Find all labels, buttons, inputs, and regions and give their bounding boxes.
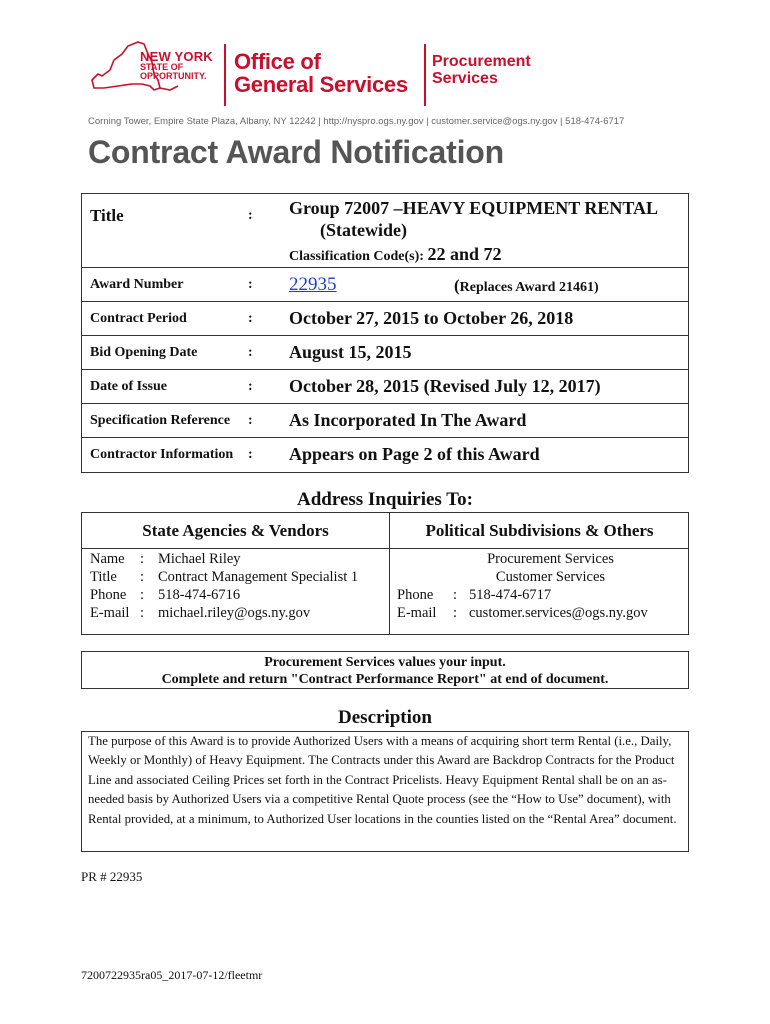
title-value-line2: (Statewide) — [320, 220, 407, 240]
state-agencies-contact — [90, 550, 358, 622]
colon: : — [248, 345, 253, 360]
feedback-notice-line2: Complete and return "Contract Performance Report" at end of document. — [161, 672, 609, 687]
title-row — [82, 194, 688, 268]
header-logos — [88, 40, 558, 110]
award-details-table — [81, 193, 689, 473]
ogs-logo-text — [234, 50, 408, 96]
colon: : — [248, 311, 253, 326]
classification-label: Classification Code(s): — [289, 249, 424, 264]
contact-phone: 518-474-6716 — [158, 587, 241, 603]
political-subdivisions-heading: Political Subdivisions & Others — [425, 521, 654, 540]
ogs-logo-line1: Office of — [234, 49, 321, 74]
classification-value: 22 and 72 — [427, 244, 502, 264]
contractor-info-label: Contractor Information — [90, 447, 234, 462]
contact-key: Title — [90, 569, 117, 585]
award-number-link[interactable]: 22935 — [289, 274, 337, 295]
feedback-notice-line1: Procurement Services values your input. — [264, 655, 506, 670]
bid-opening-label: Bid Opening Date — [90, 345, 198, 360]
contractor-info-value: Appears on Page 2 of this Award — [289, 444, 540, 464]
address-inquiries-table — [81, 512, 689, 635]
contact-key: E-mail — [90, 605, 130, 621]
colon: : — [140, 587, 145, 603]
colon: : — [248, 447, 253, 462]
award-number-label: Award Number — [90, 277, 184, 292]
date-of-issue-label: Date of Issue — [90, 379, 167, 394]
ny-state-logo-text — [140, 50, 213, 81]
date-of-issue-value: October 28, 2015 (Revised July 12, 2017) — [289, 376, 601, 396]
feedback-notice-box — [81, 651, 689, 689]
ps-logo-line1: Procurement — [432, 53, 531, 70]
contact-phone: 518-474-6717 — [469, 587, 552, 603]
contact-row — [397, 586, 684, 604]
logo-divider — [224, 44, 226, 106]
bid-opening-value: August 15, 2015 — [289, 342, 412, 362]
colon: : — [248, 413, 253, 428]
ny-logo-line3: OPPORTUNITY. — [140, 71, 207, 81]
bid-opening-row — [82, 336, 688, 370]
ny-logo-line1: NEW YORK — [140, 49, 213, 64]
contact-row — [90, 604, 358, 622]
colon: : — [453, 605, 458, 621]
award-number-value — [289, 274, 337, 296]
replaces-open-paren: ( — [454, 276, 460, 295]
spec-reference-value: As Incorporated In The Award — [289, 410, 527, 430]
contact-org-line1: Procurement Services — [487, 551, 614, 567]
colon: : — [140, 605, 145, 621]
contact-row — [90, 550, 358, 568]
political-subdivisions-contact — [397, 550, 684, 622]
contact-key: E-mail — [397, 605, 437, 621]
colon: : — [248, 379, 253, 394]
contact-key: Phone — [397, 587, 434, 603]
award-number-row — [82, 268, 688, 302]
ny-logo-line2: STATE OF — [140, 62, 184, 72]
colon: : — [248, 208, 253, 223]
date-of-issue-row — [82, 370, 688, 404]
pr-number: PR # 22935 — [81, 869, 143, 884]
title-label: Title — [90, 206, 124, 225]
contact-row — [397, 604, 684, 622]
contact-email[interactable]: customer.services@ogs.ny.gov — [469, 605, 648, 621]
description-text: The purpose of this Award is to provide Authorized Users with a means of acquiring short term Rental (i.e., Daily, Weekly or Monthly) of Heavy Equipment. The Contracts under this Award are Backdrop Contracts for the Product Line and associated Ceiling Prices set forth in the Contract Pricelists. Heavy Equipment Rental shall be on an as-needed basis by Authorized Users via a competitive Rental Quote process (see the “How to Use” document), with Rental provided, at a minimum, to Authorized User locations in the counties listed on the “Rental Area” document. — [81, 731, 689, 852]
office-address-line: Corning Tower, Empire State Plaza, Albany, NY 12242 | http://nyspro.ogs.ny.gov | customer.service@ogs.ny.gov | 518-474-6717 — [88, 116, 625, 127]
page-title: Contract Award Notification — [88, 134, 504, 170]
contractor-info-row — [82, 438, 688, 472]
ogs-logo-line2: General Services — [234, 72, 408, 98]
procurement-services-logo-text — [432, 54, 531, 88]
contact-org-line2: Customer Services — [495, 569, 606, 585]
contact-email[interactable]: michael.riley@ogs.ny.gov — [158, 605, 311, 621]
contact-key: Phone — [90, 587, 127, 603]
logo-divider — [424, 44, 426, 106]
description-heading: Description — [338, 707, 432, 728]
colon: : — [140, 569, 145, 585]
address-inquiries-heading: Address Inquiries To: — [297, 489, 473, 510]
document-footer-code: 7200722935ra05_2017-07-12/fleetmr — [81, 968, 263, 982]
colon: : — [453, 587, 458, 603]
contact-name: Michael Riley — [158, 551, 241, 567]
spec-reference-row — [82, 404, 688, 438]
title-value-line1: Group 72007 –HEAVY EQUIPMENT RENTAL — [289, 198, 659, 218]
replaces-award — [454, 276, 599, 296]
replaces-award-text: Replaces Award 21461) — [459, 280, 599, 295]
contract-period-row — [82, 302, 688, 336]
classification-codes — [289, 244, 501, 265]
state-agencies-heading: State Agencies & Vendors — [142, 521, 329, 540]
contact-title: Contract Management Specialist 1 — [158, 569, 359, 585]
contact-key: Name — [90, 551, 125, 567]
ps-logo-line2: Services — [432, 69, 498, 87]
contract-period-value: October 27, 2015 to October 26, 2018 — [289, 308, 574, 328]
colon: : — [248, 277, 253, 292]
colon: : — [140, 551, 145, 567]
contact-row — [90, 568, 358, 586]
contract-period-label: Contract Period — [90, 311, 187, 326]
divider — [82, 548, 688, 549]
contact-row — [90, 586, 358, 604]
spec-reference-label: Specification Reference — [90, 413, 231, 428]
